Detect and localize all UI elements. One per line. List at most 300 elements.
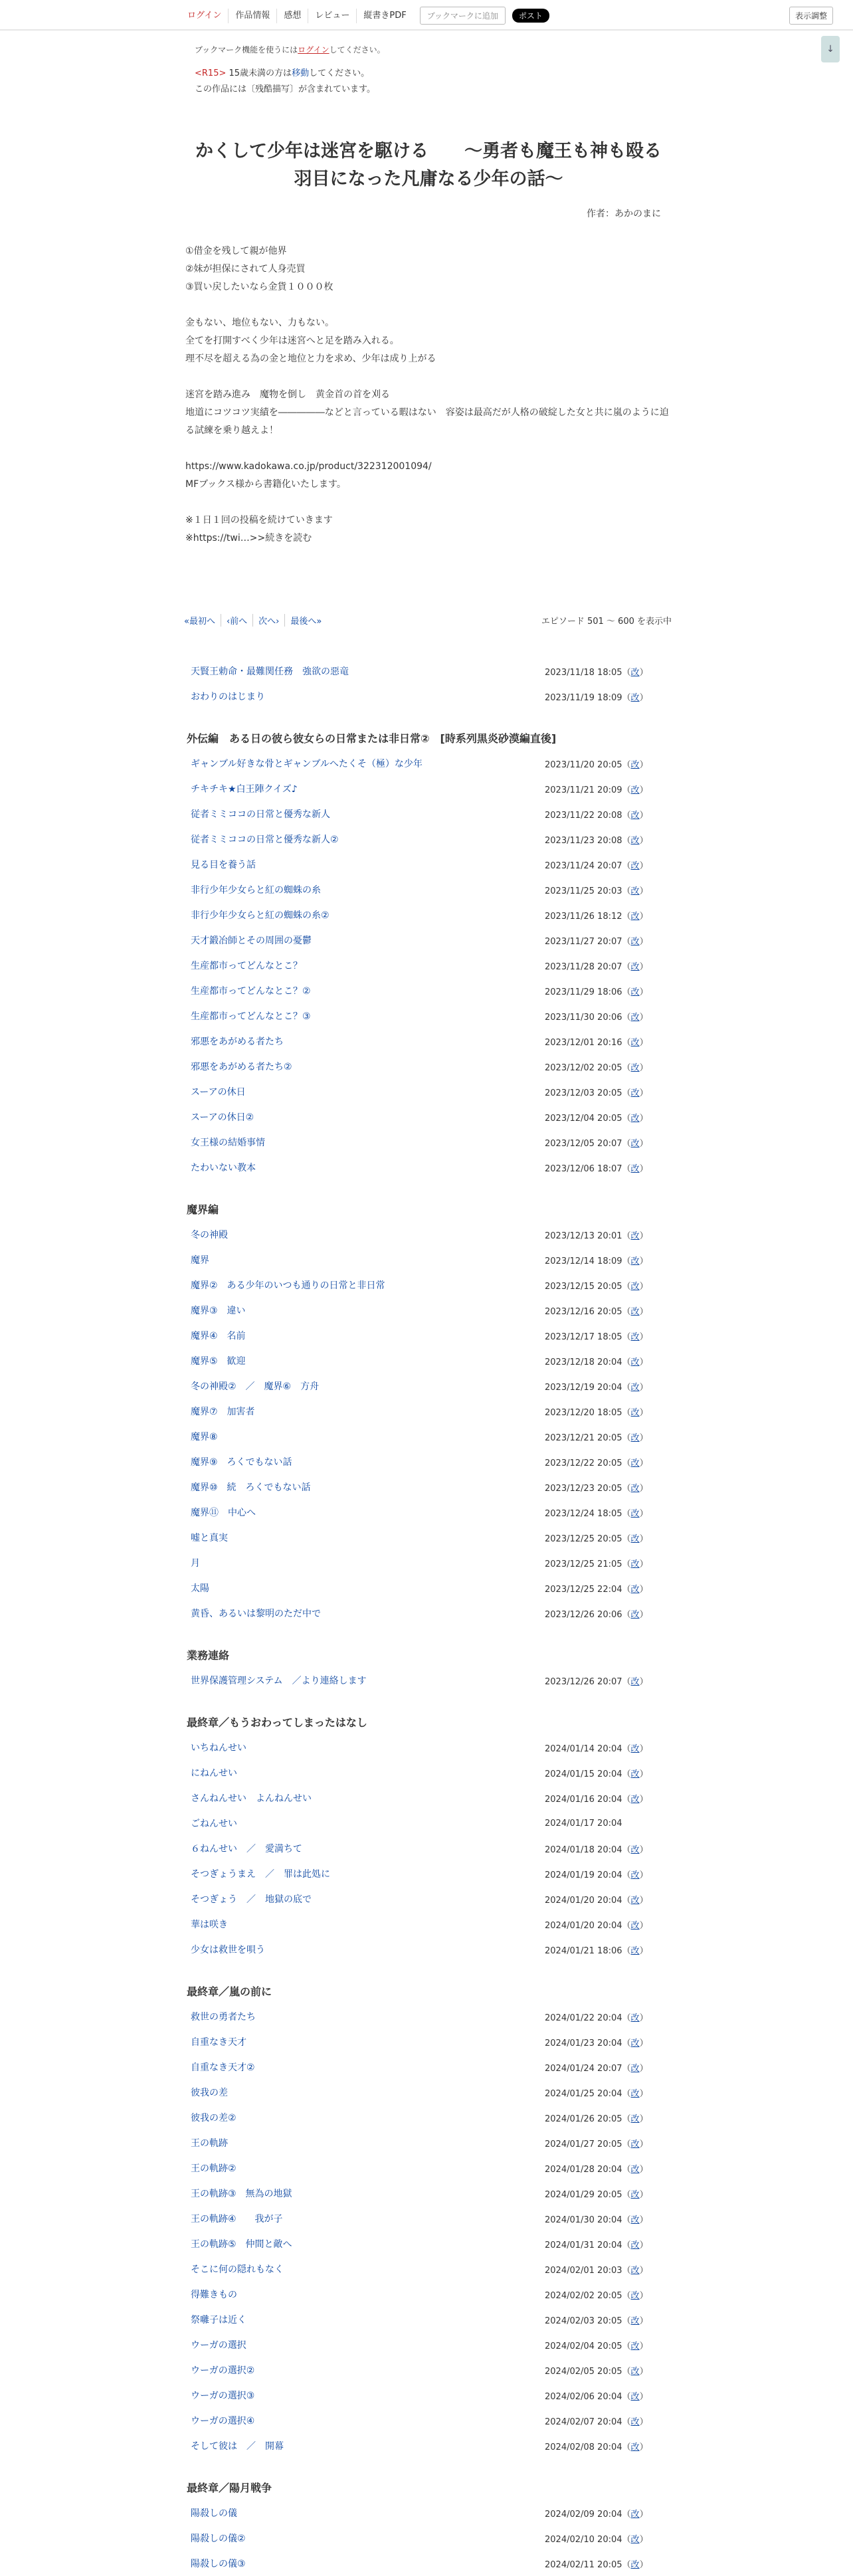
pdf-link[interactable]: 縦書きPDF bbox=[356, 9, 413, 23]
revision-bracket: ） bbox=[639, 1357, 648, 1367]
episode-date bbox=[545, 2288, 674, 2301]
revised-marker[interactable]: 改 bbox=[630, 2391, 640, 2402]
revised-marker[interactable]: 改 bbox=[630, 1794, 640, 1805]
revised-marker[interactable]: 改 bbox=[630, 1743, 640, 1754]
episode-date-text: 2023/12/20 18:05 bbox=[545, 1407, 622, 1418]
episode-row bbox=[183, 1348, 674, 1373]
arrow-down-icon[interactable]: ↓ bbox=[821, 36, 840, 62]
episode-row bbox=[183, 1836, 674, 1861]
episode-title-link[interactable]: 魔界③ 違い bbox=[191, 1306, 246, 1316]
revised-marker[interactable]: 改 bbox=[630, 2290, 640, 2301]
episode-date bbox=[545, 1304, 674, 1317]
episode-date-text: 2024/01/23 20:04 bbox=[545, 2038, 622, 2048]
episode-title-link[interactable]: 少女は救世を唄う bbox=[191, 1945, 265, 1955]
revision-bracket: ） bbox=[639, 2509, 648, 2520]
revision-bracket: （ bbox=[622, 2316, 631, 2326]
episode-title-link[interactable]: ウーガの選択④ bbox=[191, 2416, 255, 2427]
episode-row bbox=[183, 658, 674, 684]
episode-date bbox=[545, 833, 674, 846]
episode-title-link[interactable]: 陽殺しの儀② bbox=[191, 2533, 246, 2544]
revised-marker[interactable]: 改 bbox=[630, 1609, 640, 1620]
episode-title-link[interactable]: 王の軌跡④ 我が子 bbox=[191, 2214, 283, 2225]
episode-row bbox=[183, 2155, 674, 2181]
episode-date-text: 2023/12/04 20:05 bbox=[545, 1113, 622, 1124]
revision-bracket: ） bbox=[639, 1382, 648, 1393]
episode-date bbox=[545, 1405, 674, 1418]
revised-marker[interactable]: 改 bbox=[630, 2013, 640, 2023]
revision-bracket: （ bbox=[622, 2114, 631, 2124]
revised-marker[interactable]: 改 bbox=[630, 2240, 640, 2250]
episode-row bbox=[183, 1735, 674, 1760]
x-post-button[interactable]: ポスト bbox=[512, 9, 549, 23]
revised-marker[interactable]: 改 bbox=[630, 785, 640, 795]
revision-bracket: （ bbox=[622, 1676, 631, 1687]
episode-title-link[interactable]: そつぎょう ／ 地獄の底で bbox=[191, 1894, 312, 1905]
revised-marker[interactable]: 改 bbox=[630, 1870, 640, 1880]
episode-date-text: 2023/12/26 20:06 bbox=[545, 1609, 622, 1620]
episode-title-link[interactable]: 天才鍛冶師とその周囲の憂鬱 bbox=[191, 936, 312, 946]
episode-date bbox=[545, 2162, 674, 2175]
revision-bracket: （ bbox=[622, 1163, 631, 1174]
revision-bracket: ） bbox=[639, 2534, 648, 2545]
revision-bracket: ） bbox=[639, 1609, 648, 1620]
episode-date bbox=[545, 690, 674, 703]
novel-title bbox=[183, 138, 674, 193]
episode-title-link[interactable]: 従者ミミココの日常と優秀な新人② bbox=[191, 835, 339, 845]
bookmark-note-text: ブックマーク機能を使うには bbox=[195, 45, 298, 54]
revised-marker[interactable]: 改 bbox=[630, 810, 640, 821]
episode-row bbox=[183, 978, 674, 1003]
revision-bracket: （ bbox=[622, 2559, 631, 2570]
episode-date bbox=[545, 1060, 674, 1073]
revised-marker[interactable]: 改 bbox=[630, 2509, 640, 2520]
episode-title-link[interactable]: 救世の勇者たち bbox=[191, 2012, 256, 2023]
revision-bracket: （ bbox=[622, 2189, 631, 2200]
episode-title-link[interactable]: 彼我の差 bbox=[191, 2088, 228, 2098]
episode-date-text: 2023/12/18 20:04 bbox=[545, 1357, 622, 1367]
episode-date bbox=[545, 1868, 674, 1880]
revised-marker[interactable]: 改 bbox=[630, 2534, 640, 2545]
pager bbox=[183, 614, 674, 627]
episode-date-text: 2023/11/30 20:06 bbox=[545, 1012, 622, 1023]
episode-date bbox=[545, 934, 674, 947]
episode-title-link[interactable]: 生産都市ってどんなとこ？③ bbox=[191, 1011, 311, 1022]
episode-date bbox=[545, 1431, 674, 1443]
episode-date-text: 2024/01/27 20:05 bbox=[545, 2139, 622, 2149]
revision-bracket: ） bbox=[639, 1945, 648, 1956]
synopsis-line: 理不尽を超える為の金と地位と力を求め、少年は成り上がる bbox=[185, 353, 436, 364]
revised-marker[interactable]: 改 bbox=[630, 1458, 640, 1468]
revised-marker[interactable]: 改 bbox=[630, 1483, 640, 1494]
revised-marker[interactable]: 改 bbox=[630, 1769, 640, 1779]
title-line-2: 羽目になった凡庸なる少年の話～ bbox=[294, 169, 563, 189]
chapter-title: 魔界編 bbox=[187, 1203, 219, 1216]
episode-title-link[interactable]: ウーガの選択② bbox=[191, 2365, 255, 2376]
episode-date bbox=[545, 1355, 674, 1367]
main-content bbox=[183, 44, 674, 2576]
revised-marker[interactable]: 改 bbox=[630, 1508, 640, 1519]
revision-bracket: ） bbox=[639, 1113, 648, 1124]
episode-title-link[interactable]: いちねんせい bbox=[191, 1743, 246, 1753]
episode-title-link[interactable]: 邪悪をあがめる者たち② bbox=[191, 1062, 292, 1072]
episode-date bbox=[545, 909, 674, 922]
revision-bracket: ） bbox=[639, 1743, 648, 1754]
episode-date-text: 2024/01/20 20:04 bbox=[545, 1920, 622, 1931]
revised-marker[interactable]: 改 bbox=[630, 1534, 640, 1544]
revised-marker[interactable]: 改 bbox=[630, 1306, 640, 1317]
episode-date-text: 2023/12/25 20:05 bbox=[545, 1534, 622, 1544]
revision-bracket: （ bbox=[622, 1113, 631, 1124]
episode-date-text: 2023/12/23 20:05 bbox=[545, 1483, 622, 1494]
episode-date-text: 2023/12/05 20:07 bbox=[545, 1138, 622, 1149]
episode-title-link[interactable]: 天賢王勅命・最難関任務 強欲の惡竜 bbox=[191, 666, 349, 677]
episode-title-link[interactable]: 魔界⑪ 中心へ bbox=[191, 1508, 256, 1518]
revision-bracket: ） bbox=[639, 1534, 648, 1544]
revised-marker[interactable]: 改 bbox=[630, 1920, 640, 1931]
episode-title-link[interactable]: 得難きもの bbox=[191, 2290, 237, 2300]
episode-date bbox=[545, 1035, 674, 1048]
revised-marker[interactable]: 改 bbox=[630, 2417, 640, 2427]
episode-title-link[interactable]: そして彼は ／ 開幕 bbox=[191, 2441, 284, 2452]
episode-title-link[interactable]: スーアの休日 bbox=[191, 1087, 246, 1098]
episode-title-link[interactable]: 陽殺しの儀③ bbox=[191, 2559, 246, 2569]
revision-bracket: ） bbox=[639, 2114, 648, 2124]
episode-title-link[interactable]: 黄昏、あるいは黎明のただ中で bbox=[191, 1609, 321, 1619]
episode-date-text: 2024/01/18 20:04 bbox=[545, 1844, 622, 1855]
episode-date bbox=[545, 2112, 674, 2124]
episode-date-text: 2024/02/02 20:05 bbox=[545, 2290, 622, 2301]
episode-title-link[interactable]: 見る目を養う話 bbox=[191, 860, 256, 870]
episode-title-link[interactable]: 彼我の差② bbox=[191, 2113, 237, 2124]
episode-title-link[interactable]: 王の軌跡⑤ 仲間と敵へ bbox=[191, 2239, 292, 2250]
episode-date-text: 2024/02/06 20:04 bbox=[545, 2391, 622, 2402]
revision-bracket: ） bbox=[639, 1584, 648, 1595]
revised-marker[interactable]: 改 bbox=[630, 2139, 640, 2149]
episode-title-link[interactable]: 太陽 bbox=[191, 1583, 209, 1594]
episode-date-text: 2024/01/28 20:04 bbox=[545, 2164, 622, 2175]
episode-date bbox=[545, 1010, 674, 1023]
revised-marker[interactable]: 改 bbox=[630, 961, 640, 972]
episode-title-link[interactable]: 魔界⑨ ろくでもない話 bbox=[191, 1457, 292, 1468]
revision-bracket: （ bbox=[622, 692, 631, 703]
episode-row bbox=[183, 902, 674, 928]
episode-date bbox=[545, 2187, 674, 2200]
episode-title-link[interactable]: 自重なき天才 bbox=[191, 2037, 246, 2048]
episode-date bbox=[545, 884, 674, 896]
episode-date bbox=[545, 2532, 674, 2545]
episode-title-link[interactable]: さんねんせい よんねんせい bbox=[191, 1793, 312, 1804]
revision-bracket: （ bbox=[622, 1458, 631, 1468]
revision-bracket: （ bbox=[622, 1062, 631, 1073]
revised-marker[interactable]: 改 bbox=[630, 936, 640, 947]
revision-bracket: （ bbox=[622, 2509, 631, 2520]
episode-date-text: 2024/01/22 20:04 bbox=[545, 2013, 622, 2023]
content-notice bbox=[195, 66, 674, 98]
revised-marker[interactable]: 改 bbox=[630, 2114, 640, 2124]
episode-date bbox=[545, 1918, 674, 1931]
revised-marker[interactable]: 改 bbox=[630, 987, 640, 997]
revised-marker[interactable]: 改 bbox=[630, 2164, 640, 2175]
episode-row bbox=[183, 1811, 674, 1836]
episode-title-link[interactable]: スーアの休日② bbox=[191, 1112, 254, 1123]
episode-title-link[interactable]: 世界保護管理システム ／より連絡します bbox=[191, 1676, 367, 1686]
bookmark-login-link[interactable]: ログイン bbox=[298, 45, 330, 54]
revised-marker[interactable]: 改 bbox=[630, 1037, 640, 1048]
revision-bracket: ） bbox=[639, 2366, 648, 2377]
episode-date bbox=[545, 1893, 674, 1906]
episode-row bbox=[183, 953, 674, 978]
episode-row bbox=[183, 2206, 674, 2231]
revised-marker[interactable]: 改 bbox=[630, 759, 640, 770]
episode-date bbox=[545, 2263, 674, 2276]
revised-marker[interactable]: 改 bbox=[630, 2189, 640, 2200]
revised-marker[interactable]: 改 bbox=[630, 1357, 640, 1367]
episode-date-text: 2024/02/09 20:04 bbox=[545, 2509, 622, 2520]
revision-bracket: ） bbox=[639, 785, 648, 795]
synopsis-line: ※１日１回の投稿を続けていきます bbox=[185, 515, 333, 526]
episode-title-link[interactable]: 嘘と真実 bbox=[191, 1533, 228, 1543]
episode-title-link[interactable]: 従者ミミココの日常と優秀な新人 bbox=[191, 809, 330, 820]
revised-marker[interactable]: 改 bbox=[630, 2063, 640, 2074]
revision-bracket: （ bbox=[622, 1433, 631, 1443]
episode-date bbox=[545, 665, 674, 678]
episode-date-text: 2024/01/31 20:04 bbox=[545, 2240, 622, 2250]
revised-marker[interactable]: 改 bbox=[630, 2088, 640, 2099]
revised-marker[interactable]: 改 bbox=[630, 1895, 640, 1906]
revised-marker[interactable]: 改 bbox=[630, 1584, 640, 1595]
episode-date-text: 2024/01/25 20:04 bbox=[545, 2088, 622, 2099]
move-link[interactable]: 移動 bbox=[292, 68, 310, 78]
revision-bracket: ） bbox=[639, 2038, 648, 2048]
revised-marker[interactable]: 改 bbox=[630, 1332, 640, 1342]
revised-marker[interactable]: 改 bbox=[630, 1559, 640, 1569]
episode-date bbox=[545, 783, 674, 795]
episode-date-text: 2024/01/20 20:04 bbox=[545, 1895, 622, 1906]
bookmark-note bbox=[195, 44, 674, 55]
synopsis-line bbox=[185, 296, 672, 314]
episode-date bbox=[545, 1557, 674, 1569]
revised-marker[interactable]: 改 bbox=[630, 1062, 640, 1073]
revised-marker[interactable]: 改 bbox=[630, 2442, 640, 2452]
revised-marker[interactable]: 改 bbox=[630, 2316, 640, 2326]
episode-title-link[interactable]: 生産都市ってどんなとこ？ bbox=[191, 961, 302, 971]
episode-title-link[interactable]: 魔界⑩ 続 ろくでもない話 bbox=[191, 1482, 311, 1493]
episode-date-text: 2023/12/25 21:05 bbox=[545, 1559, 622, 1569]
episode-title-link[interactable]: 王の軌跡② bbox=[191, 2163, 237, 2174]
episode-date bbox=[545, 2440, 674, 2452]
revision-bracket: （ bbox=[622, 886, 631, 896]
revision-bracket: ） bbox=[639, 860, 648, 871]
revision-bracket: ） bbox=[639, 1920, 648, 1931]
revised-marker[interactable]: 改 bbox=[630, 2559, 640, 2570]
episode-row bbox=[183, 684, 674, 709]
revision-bracket: ） bbox=[639, 1256, 648, 1266]
prev-page-link[interactable]: ‹前へ bbox=[221, 614, 252, 627]
revision-bracket: ） bbox=[639, 936, 648, 947]
revision-bracket: （ bbox=[622, 2164, 631, 2175]
episode-row bbox=[183, 1130, 674, 1155]
last-page-link[interactable]: 最後へ» bbox=[284, 614, 327, 627]
revised-marker[interactable]: 改 bbox=[630, 1407, 640, 1418]
revision-bracket: （ bbox=[622, 1920, 631, 1931]
episode-row bbox=[183, 2526, 674, 2551]
bookmark-note-suffix: してください。 bbox=[329, 45, 385, 54]
revised-marker[interactable]: 改 bbox=[630, 860, 640, 871]
revised-marker[interactable]: 改 bbox=[630, 835, 640, 846]
episode-title-link[interactable]: 魔界⑧ bbox=[191, 1432, 218, 1442]
episode-title-link[interactable]: 華は咲き bbox=[191, 1920, 228, 1930]
revised-marker[interactable]: 改 bbox=[630, 1256, 640, 1266]
episode-title-link[interactable]: 王の軌跡 bbox=[191, 2138, 228, 2149]
episode-title-link[interactable]: 陽殺しの儀 bbox=[191, 2508, 237, 2519]
episode-date-text: 2023/12/16 20:05 bbox=[545, 1306, 622, 1317]
episode-row bbox=[183, 1760, 674, 1785]
revision-bracket: （ bbox=[622, 2534, 631, 2545]
episode-row bbox=[183, 1424, 674, 1449]
episode-title-link[interactable]: 王の軌跡③ 無為の地獄 bbox=[191, 2189, 292, 2199]
revised-marker[interactable]: 改 bbox=[630, 1231, 640, 1241]
episode-date bbox=[545, 2339, 674, 2351]
chapter-title: 最終章／嵐の前に bbox=[187, 1985, 272, 1998]
revised-marker[interactable]: 改 bbox=[630, 1945, 640, 1956]
episode-date bbox=[545, 2137, 674, 2149]
episode-row bbox=[183, 1861, 674, 1886]
episode-date bbox=[545, 1136, 674, 1149]
episode-title-link[interactable]: 冬の神殿② ／ 魔界⑥ 方舟 bbox=[191, 1381, 320, 1392]
revision-bracket: （ bbox=[622, 1012, 631, 1023]
episode-title-link[interactable]: 魔界⑦ 加害者 bbox=[191, 1407, 255, 1417]
episode-row bbox=[183, 751, 674, 776]
episode-date bbox=[545, 2314, 674, 2326]
nav-links bbox=[181, 7, 549, 25]
info-link[interactable]: 作品情報 bbox=[228, 9, 276, 23]
next-page-link[interactable]: 次へ› bbox=[252, 614, 284, 627]
episode-date bbox=[545, 959, 674, 972]
revised-marker[interactable]: 改 bbox=[630, 2341, 640, 2351]
revised-marker[interactable]: 改 bbox=[630, 1088, 640, 1098]
revision-bracket: ） bbox=[639, 2559, 648, 2570]
episode-title-link[interactable]: チキチキ★白王陣クイズ♪ bbox=[191, 784, 298, 795]
episode-row bbox=[183, 877, 674, 902]
episode-title-link[interactable]: ６ねんせい ／ 愛満ちて bbox=[191, 1844, 302, 1854]
revision-bracket: ） bbox=[639, 1433, 648, 1443]
revised-marker[interactable]: 改 bbox=[630, 1433, 640, 1443]
episode-date-text: 2024/02/05 20:05 bbox=[545, 2366, 622, 2377]
episode-date bbox=[545, 1111, 674, 1124]
episode-title-link[interactable]: ごねんせい bbox=[191, 1819, 237, 1829]
episode-title-link[interactable]: 非行少年少女らと紅の蜘蛛の糸 bbox=[191, 885, 321, 896]
episode-date bbox=[545, 2507, 674, 2520]
chapter-title: 業務連絡 bbox=[187, 1649, 230, 1662]
episode-title-link[interactable]: 自重なき天才② bbox=[191, 2062, 255, 2073]
review-link[interactable]: レビュー bbox=[308, 9, 356, 23]
revision-bracket: ） bbox=[639, 1281, 648, 1292]
revision-bracket: ） bbox=[639, 835, 648, 846]
bookmark-button[interactable]: ブックマークに追加 bbox=[420, 7, 506, 25]
revised-marker[interactable]: 改 bbox=[630, 692, 640, 703]
episode-date bbox=[545, 2389, 674, 2402]
episode-title-link[interactable]: 女王様の結婚事情 bbox=[191, 1138, 265, 1148]
episode-title-link[interactable]: にねんせい bbox=[191, 1768, 237, 1779]
revision-bracket: （ bbox=[622, 987, 631, 997]
revision-bracket: ） bbox=[639, 1231, 648, 1241]
revised-marker[interactable]: 改 bbox=[630, 1382, 640, 1393]
impression-link[interactable]: 感想 bbox=[276, 9, 308, 23]
episode-date bbox=[545, 1792, 674, 1805]
episode-title-link[interactable]: 魔界② ある少年のいつも通りの日常と非日常 bbox=[191, 1280, 385, 1291]
first-page-link[interactable]: «最初へ bbox=[184, 617, 215, 627]
revised-marker[interactable]: 改 bbox=[630, 1113, 640, 1124]
revision-bracket: ） bbox=[639, 2341, 648, 2351]
episode-title-link[interactable]: ウーガの選択 bbox=[191, 2340, 246, 2351]
episode-title-link[interactable]: 魔界④ 名前 bbox=[191, 1331, 246, 1341]
episode-date-text: 2023/11/26 18:12 bbox=[545, 911, 622, 922]
episode-date bbox=[545, 985, 674, 997]
episode-title-link[interactable]: たわいない教本 bbox=[191, 1163, 256, 1173]
episode-date bbox=[545, 1819, 674, 1829]
episode-title-link[interactable]: 冬の神殿 bbox=[191, 1230, 228, 1240]
revision-bracket: （ bbox=[622, 2442, 631, 2452]
revised-marker[interactable]: 改 bbox=[630, 1163, 640, 1174]
episode-title-link[interactable]: 魔界⑤ 歓迎 bbox=[191, 1356, 246, 1367]
revised-marker[interactable]: 改 bbox=[630, 1281, 640, 1292]
revised-marker[interactable]: 改 bbox=[630, 2038, 640, 2048]
revised-marker[interactable]: 改 bbox=[630, 667, 640, 678]
episode-title-link[interactable]: そこに何の隠れもなく bbox=[191, 2264, 284, 2275]
episode-title-link[interactable]: ウーガの選択③ bbox=[191, 2391, 255, 2401]
episode-row bbox=[183, 2408, 674, 2433]
episode-row bbox=[183, 1912, 674, 1937]
episode-title-link[interactable]: 非行少年少女らと紅の蜘蛛の糸② bbox=[191, 910, 330, 921]
episode-row bbox=[183, 1003, 674, 1029]
revision-bracket: ） bbox=[639, 759, 648, 770]
episode-title-link[interactable]: ギャンブル好きな骨とギャンブルへたくそ（極）な少年 bbox=[191, 759, 423, 769]
revision-bracket: ） bbox=[639, 2215, 648, 2225]
revision-bracket: ） bbox=[639, 1508, 648, 1519]
revised-marker[interactable]: 改 bbox=[630, 911, 640, 922]
revised-marker[interactable]: 改 bbox=[630, 1844, 640, 1855]
chapter-title: 最終章／もうおわってしまったはなし bbox=[187, 1716, 367, 1729]
revised-marker[interactable]: 改 bbox=[630, 1138, 640, 1149]
revised-marker[interactable]: 改 bbox=[630, 2265, 640, 2276]
revised-marker[interactable]: 改 bbox=[630, 2366, 640, 2377]
revised-marker[interactable]: 改 bbox=[630, 1676, 640, 1687]
revised-marker[interactable]: 改 bbox=[630, 1012, 640, 1023]
revision-bracket: （ bbox=[622, 2417, 631, 2427]
login-link[interactable]: ログイン bbox=[187, 10, 222, 21]
episode-date bbox=[545, 2011, 674, 2023]
episode-date-text: 2024/01/26 20:05 bbox=[545, 2114, 622, 2124]
episode-date-text: 2023/11/18 18:05 bbox=[545, 667, 622, 678]
episode-title-link[interactable]: 魔界 bbox=[191, 1255, 209, 1266]
episode-date-text: 2024/02/04 20:05 bbox=[545, 2341, 622, 2351]
display-settings-button[interactable]: 表示調整 bbox=[789, 7, 833, 25]
revision-bracket: （ bbox=[622, 1088, 631, 1098]
episode-title-link[interactable]: おわりのはじまり bbox=[191, 692, 265, 702]
revised-marker[interactable]: 改 bbox=[630, 886, 640, 896]
revision-bracket: （ bbox=[622, 1743, 631, 1754]
episode-title-link[interactable]: 邪悪をあがめる者たち bbox=[191, 1037, 284, 1047]
episode-title-link[interactable]: そつぎょうまえ ／ 罪は此処に bbox=[191, 1869, 330, 1880]
r15-badge: <R15> bbox=[195, 68, 227, 78]
revised-marker[interactable]: 改 bbox=[630, 2215, 640, 2225]
episode-row bbox=[183, 2029, 674, 2054]
revision-bracket: ） bbox=[639, 2013, 648, 2023]
episode-title-link[interactable]: 生産都市ってどんなとこ？② bbox=[191, 986, 311, 997]
revision-bracket: （ bbox=[622, 1138, 631, 1149]
episode-title-link[interactable]: 祭囃子は近く bbox=[191, 2315, 246, 2326]
episode-title-link[interactable]: 月 bbox=[191, 1558, 200, 1569]
